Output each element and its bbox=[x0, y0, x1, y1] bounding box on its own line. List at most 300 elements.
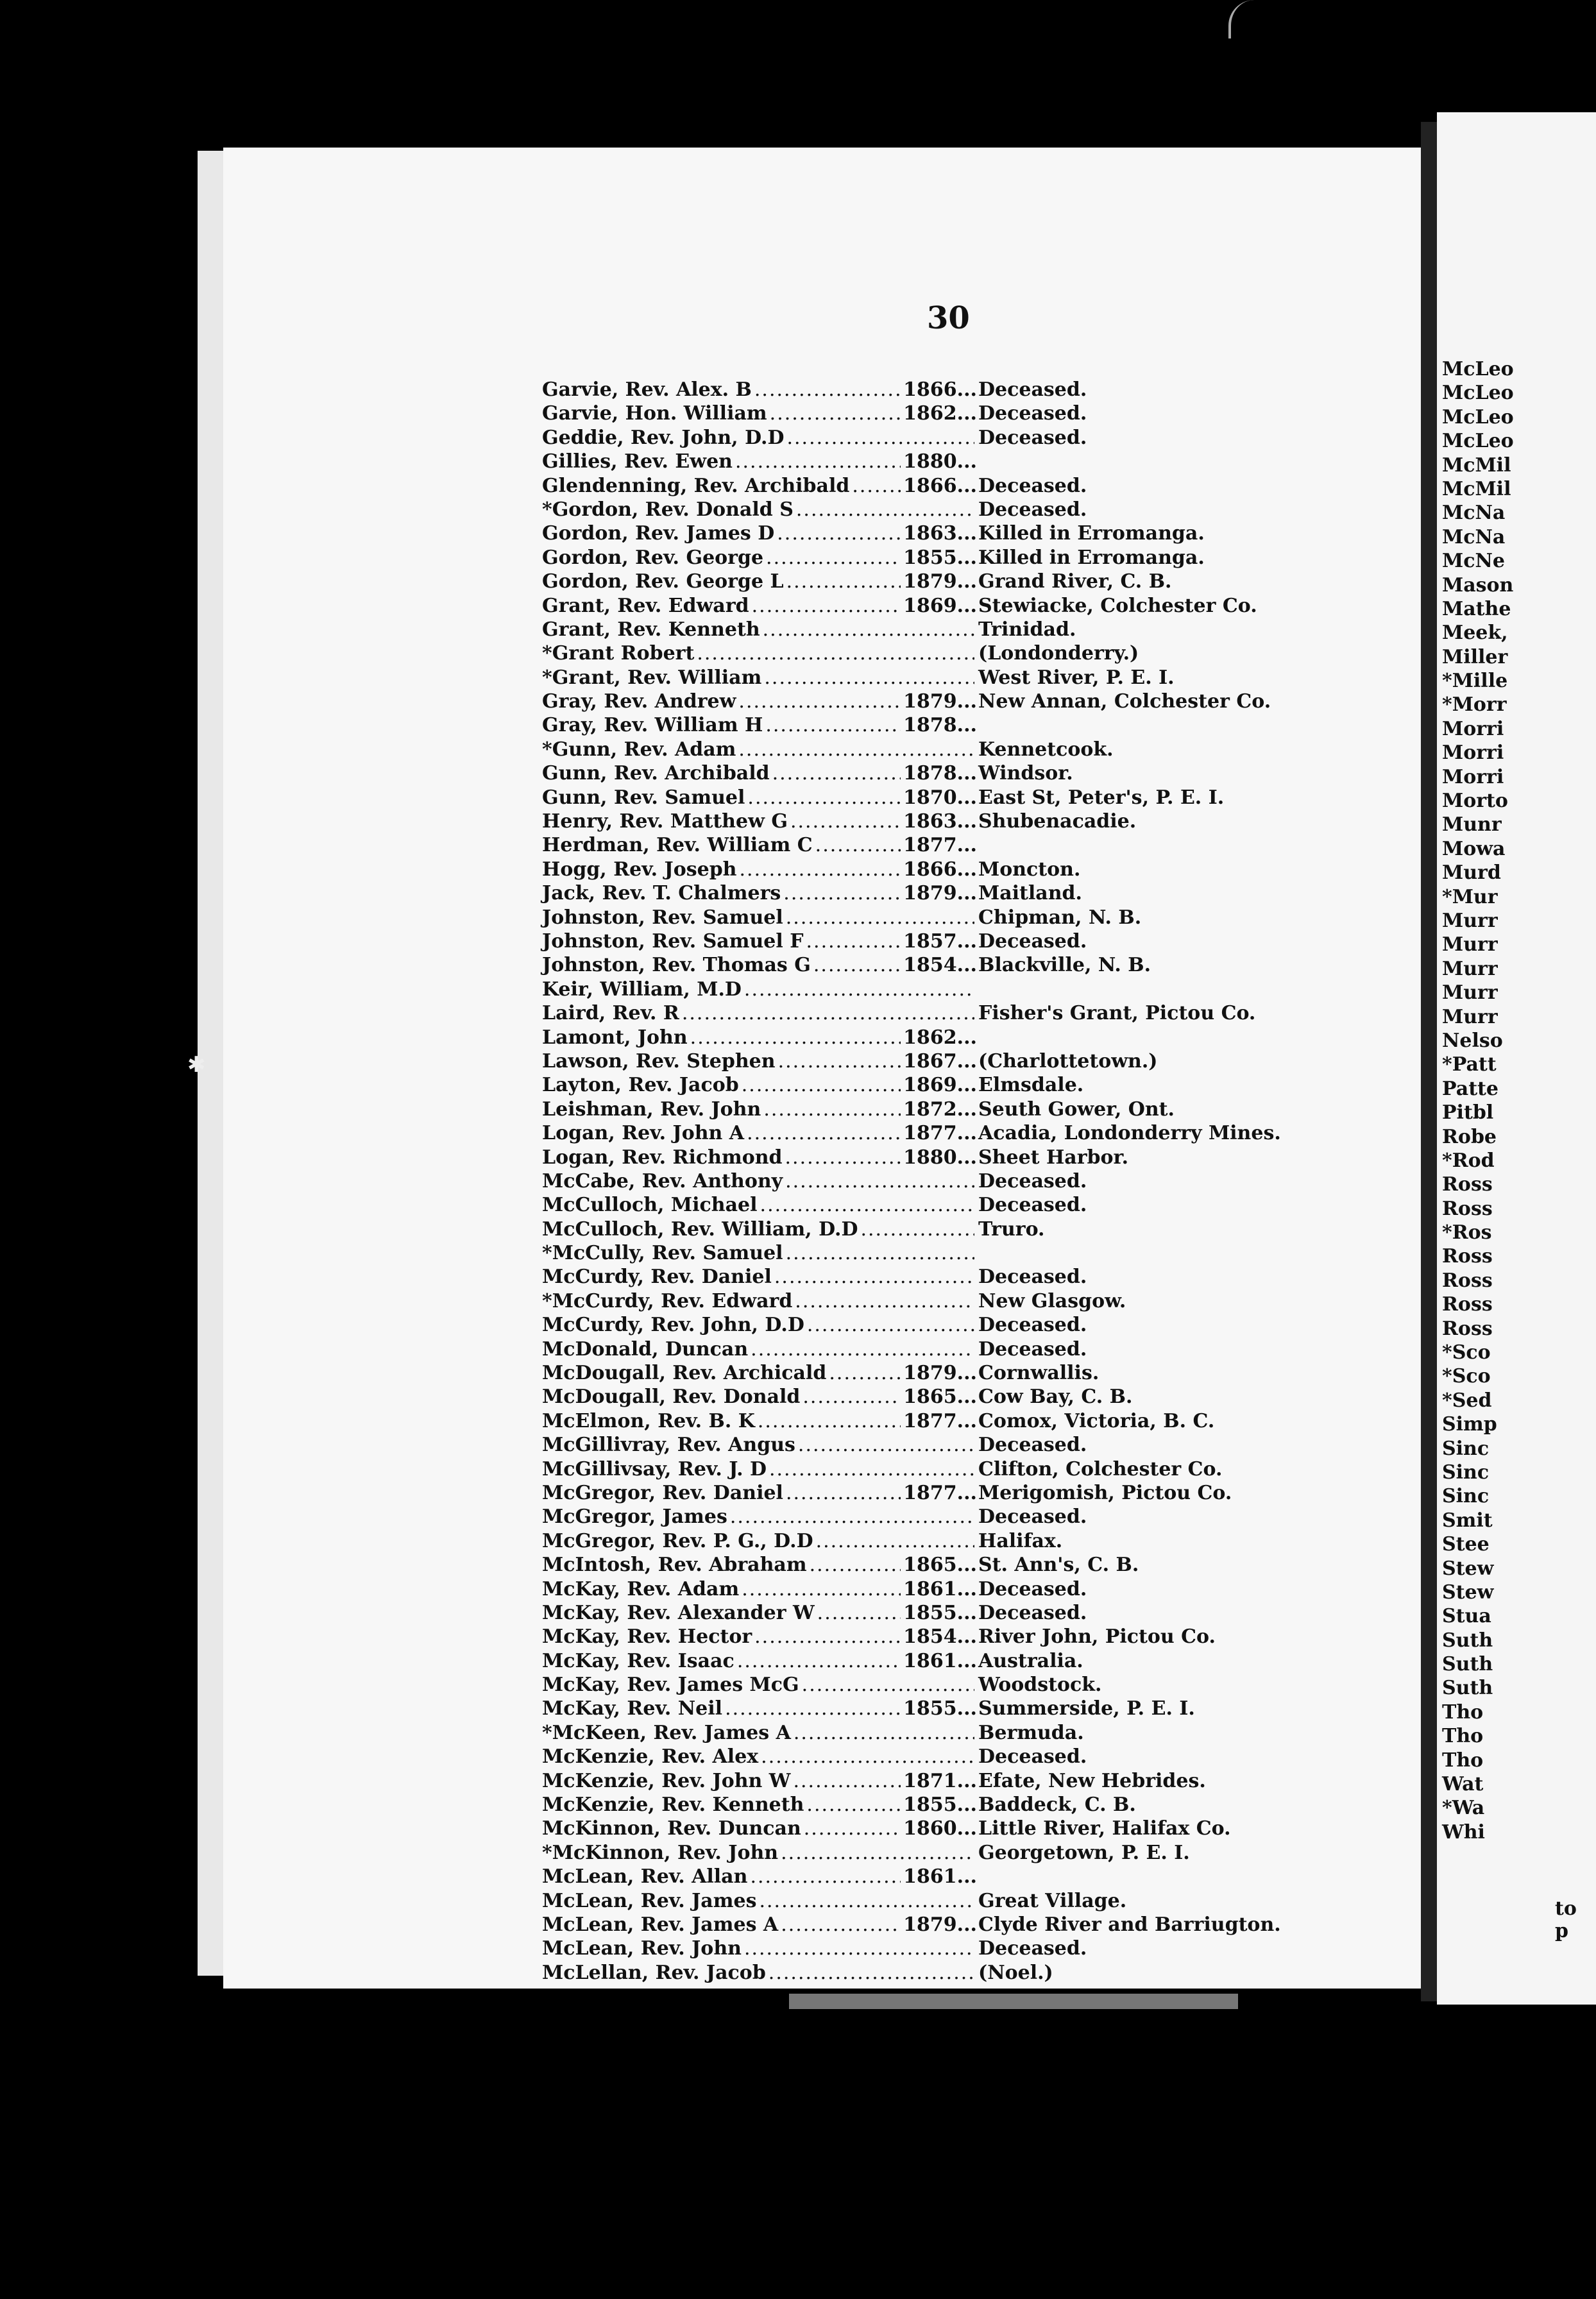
dot-leader bbox=[786, 570, 901, 593]
entry-name: Gordon, Rev. George L bbox=[542, 570, 784, 593]
entry-name: McCurdy, Rev. John, D.D bbox=[542, 1314, 804, 1337]
entry-status-place: Elmsdale. bbox=[978, 1074, 1084, 1097]
dot-leader bbox=[763, 1098, 901, 1121]
register-entry-row bbox=[542, 1242, 1350, 1266]
dot-leader bbox=[786, 427, 974, 449]
register-entry-row bbox=[542, 1554, 1350, 1577]
right-page-stub: *Ros bbox=[1442, 1221, 1492, 1244]
dot-leader bbox=[761, 1745, 974, 1768]
entry-name: Johnston, Rev. Samuel bbox=[542, 906, 783, 929]
right-page-stub: Patte bbox=[1442, 1077, 1498, 1100]
register-entry-row bbox=[542, 1722, 1350, 1745]
entry-status-place: West River, P. E. I. bbox=[978, 666, 1175, 689]
right-page-stub: Stua bbox=[1442, 1605, 1491, 1628]
register-entry-row bbox=[542, 882, 1350, 906]
register-entry-row bbox=[542, 1098, 1350, 1122]
right-page-stub: Murd bbox=[1442, 861, 1501, 885]
dot-leader bbox=[742, 1074, 901, 1096]
entry-status-place: Seuth Gower, Ont. bbox=[978, 1098, 1175, 1121]
register-entry-row bbox=[542, 522, 1350, 546]
entry-name: McGillivsay, Rev. J. D bbox=[542, 1457, 767, 1480]
entry-name: Lamont, John bbox=[542, 1026, 688, 1049]
entry-year: 1866... bbox=[903, 378, 977, 401]
entry-status-place: Deceased. bbox=[978, 378, 1087, 401]
entry-name: McCulloch, Rev. William, D.D bbox=[542, 1217, 858, 1241]
right-page-stub: Morri bbox=[1442, 742, 1504, 765]
right-page-stub: Suth bbox=[1442, 1653, 1493, 1676]
dot-leader bbox=[754, 1625, 901, 1648]
right-page-stub: Suth bbox=[1442, 1629, 1493, 1652]
entry-name: Garvie, Hon. William bbox=[542, 402, 767, 425]
right-page-stub: *Sed bbox=[1442, 1389, 1492, 1412]
register-entry-row bbox=[542, 690, 1350, 714]
entry-year: 1860... bbox=[903, 1817, 977, 1840]
entry-status-place: Deceased. bbox=[978, 1434, 1087, 1457]
dot-leader bbox=[786, 1482, 901, 1504]
register-entry-row bbox=[542, 1890, 1350, 1913]
dot-leader bbox=[697, 642, 974, 665]
right-page-stub: *Sco bbox=[1442, 1341, 1491, 1364]
entry-name: McDonald, Duncan bbox=[542, 1337, 749, 1361]
entry-name: *Grant, Rev. William bbox=[542, 666, 762, 689]
register-entry-row bbox=[542, 595, 1350, 618]
dot-leader bbox=[750, 1865, 901, 1888]
entry-year: 1879... bbox=[903, 882, 977, 905]
right-page-name-stubs bbox=[1437, 358, 1514, 1845]
right-page-stub: *Wa bbox=[1442, 1797, 1485, 1820]
dot-leader bbox=[815, 834, 901, 856]
entry-year: 1878... bbox=[903, 762, 977, 785]
entry-name: Johnston, Rev. Samuel F bbox=[542, 929, 804, 953]
dot-leader bbox=[760, 1194, 974, 1216]
register-entry-row bbox=[542, 1913, 1350, 1937]
right-page-stub: *Mille bbox=[1442, 670, 1508, 693]
entry-name: Gray, Rev. Andrew bbox=[542, 690, 736, 713]
dot-leader bbox=[735, 450, 901, 473]
register-entry-row bbox=[542, 450, 1350, 474]
entry-status-place: Deceased. bbox=[978, 1577, 1087, 1600]
entry-year: 1866... bbox=[903, 858, 977, 881]
register-entry-row bbox=[542, 1817, 1350, 1841]
dot-leader bbox=[790, 810, 901, 833]
register-entry-row bbox=[542, 498, 1350, 522]
dot-leader bbox=[802, 1386, 901, 1408]
right-page-stub: Mason bbox=[1442, 573, 1514, 597]
entry-status-place: Merigomish, Pictou Co. bbox=[978, 1481, 1232, 1504]
entry-year: 1863... bbox=[903, 810, 977, 833]
entry-year: 1872... bbox=[903, 1098, 977, 1121]
entry-name: McKenzie, Rev. Kenneth bbox=[542, 1794, 804, 1817]
entry-name: McLean, Rev. James A bbox=[542, 1913, 779, 1936]
dot-leader bbox=[806, 1794, 901, 1816]
register-entry-row bbox=[542, 1146, 1350, 1170]
dot-leader bbox=[785, 1146, 901, 1169]
dot-leader bbox=[810, 1554, 901, 1576]
entry-year: 1877... bbox=[903, 834, 977, 857]
entry-status-place: River John, Pictou Co. bbox=[978, 1625, 1216, 1649]
entry-year: 1861... bbox=[903, 1649, 977, 1672]
entry-status-place: New Annan, Colchester Co. bbox=[978, 690, 1271, 713]
register-entry-row bbox=[542, 427, 1350, 450]
entry-status-place: Cow Bay, C. B. bbox=[978, 1386, 1133, 1409]
entry-name: McKay, Rev. Neil bbox=[542, 1697, 723, 1720]
entry-year: 1878... bbox=[903, 714, 977, 737]
entry-name: *Gunn, Rev. Adam bbox=[542, 738, 736, 761]
entry-name: Layton, Rev. Jacob bbox=[542, 1074, 739, 1097]
register-entry-row bbox=[542, 1386, 1350, 1409]
right-page-stub: Pitbl bbox=[1442, 1101, 1494, 1124]
dot-leader bbox=[740, 858, 901, 881]
entry-name: Johnston, Rev. Thomas G bbox=[542, 954, 811, 977]
entry-year: 1870... bbox=[903, 786, 977, 809]
register-entry-row bbox=[542, 1625, 1350, 1649]
entry-name: Garvie, Rev. Alex. B bbox=[542, 378, 752, 401]
right-page-stub: Tho bbox=[1442, 1725, 1484, 1748]
entry-name: Glendenning, Rev. Archibald bbox=[542, 474, 850, 497]
right-page-stub: *Patt bbox=[1442, 1053, 1497, 1076]
register-entry-row bbox=[542, 906, 1350, 930]
entry-status-place: Deceased. bbox=[978, 474, 1087, 497]
entry-status-place: (Noel.) bbox=[978, 1961, 1053, 1984]
right-page-stub: Morto bbox=[1442, 790, 1508, 813]
dot-leader bbox=[758, 1410, 901, 1432]
entry-status-place: Deceased. bbox=[978, 1506, 1087, 1529]
dot-leader bbox=[804, 1817, 901, 1840]
entry-status-place: East St, Peter's, P. E. I. bbox=[978, 786, 1225, 809]
entry-year: 1877... bbox=[903, 1481, 977, 1504]
entry-year: 1871... bbox=[903, 1769, 977, 1792]
entry-status-place: Australia. bbox=[978, 1649, 1083, 1672]
dot-leader bbox=[793, 1770, 901, 1792]
entry-name: McKay, Rev. James McG bbox=[542, 1674, 799, 1697]
dot-leader bbox=[747, 1122, 901, 1144]
entry-status-place: Great Village. bbox=[978, 1889, 1127, 1912]
register-entry-row bbox=[542, 1290, 1350, 1314]
right-page-stub: Stew bbox=[1442, 1557, 1494, 1580]
register-entry-row bbox=[542, 1458, 1350, 1482]
right-page-stub: McNe bbox=[1442, 550, 1505, 573]
register-entry-row bbox=[542, 1962, 1350, 1985]
right-page-stub: Murr bbox=[1442, 933, 1498, 956]
entry-name: Herdman, Rev. William C bbox=[542, 834, 813, 857]
dot-leader bbox=[817, 1602, 901, 1624]
right-page-stub: *Morr bbox=[1442, 693, 1507, 717]
right-page-stub: Simp bbox=[1442, 1413, 1497, 1436]
entry-year: 1865... bbox=[903, 1554, 977, 1577]
dot-leader bbox=[752, 595, 901, 617]
right-page-stub: Murr bbox=[1442, 1005, 1498, 1028]
right-page-stub: Tho bbox=[1442, 1749, 1484, 1772]
dot-leader bbox=[737, 1650, 901, 1672]
entry-name: Gunn, Rev. Archibald bbox=[542, 762, 770, 785]
right-page-stub: Mowa bbox=[1442, 837, 1506, 860]
page-bottom-shadow bbox=[789, 1994, 1238, 2009]
entry-status-place: Clyde River and Barriugton. bbox=[978, 1913, 1281, 1936]
dot-leader bbox=[764, 666, 974, 689]
entry-status-place: Deceased. bbox=[978, 929, 1087, 953]
register-entry-row bbox=[542, 547, 1350, 570]
register-entry-row bbox=[542, 858, 1350, 882]
entry-status-place: Windsor. bbox=[978, 762, 1073, 785]
book-gutter bbox=[1421, 122, 1437, 2001]
right-page-stub: McMil bbox=[1442, 454, 1511, 477]
dot-leader bbox=[763, 618, 974, 641]
entry-name: McLean, Rev. Allan bbox=[542, 1865, 748, 1888]
dot-leader bbox=[738, 738, 974, 761]
register-entry-row bbox=[542, 1338, 1350, 1362]
dot-leader bbox=[690, 1026, 901, 1049]
right-page-stub: McMil bbox=[1442, 477, 1511, 500]
dot-leader bbox=[751, 1338, 974, 1361]
dot-leader bbox=[747, 786, 901, 809]
entry-name: McKenzie, Rev. John W bbox=[542, 1769, 791, 1792]
register-entry-row bbox=[542, 762, 1350, 786]
register-entry-row bbox=[542, 1794, 1350, 1817]
register-entry-row bbox=[542, 1266, 1350, 1289]
right-page-stub: *Rod bbox=[1442, 1149, 1495, 1172]
entry-name: Grant, Rev. Edward bbox=[542, 594, 749, 617]
entry-status-place: Grand River, C. B. bbox=[978, 570, 1172, 593]
register-entry-row bbox=[542, 1170, 1350, 1194]
entry-name: *McCurdy, Rev. Edward bbox=[542, 1289, 793, 1312]
entry-status-place: Georgetown, P. E. I. bbox=[978, 1841, 1190, 1864]
dot-leader bbox=[802, 1674, 974, 1696]
register-entry-row bbox=[542, 1602, 1350, 1625]
entry-status-place: Shubenacadie. bbox=[978, 810, 1137, 833]
entry-status-place: Stewiacke, Colchester Co. bbox=[978, 594, 1257, 617]
dot-leader bbox=[806, 930, 901, 953]
register-entry-row bbox=[542, 1865, 1350, 1889]
entry-status-place: Moncton. bbox=[978, 858, 1081, 881]
entry-name: McLean, Rev. James bbox=[542, 1889, 757, 1912]
register-entry-row bbox=[542, 642, 1350, 666]
entry-status-place: (Londonderry.) bbox=[978, 642, 1139, 665]
entry-status-place: Fisher's Grant, Pictou Co. bbox=[978, 1002, 1256, 1025]
entry-status-place: Trinidad. bbox=[978, 618, 1076, 641]
entry-status-place: Killed in Erromanga. bbox=[978, 522, 1205, 545]
entry-name: Jack, Rev. T. Chalmers bbox=[542, 882, 781, 905]
entry-year: 1861... bbox=[903, 1577, 977, 1600]
dot-leader bbox=[781, 1913, 901, 1936]
register-entry-row bbox=[542, 1074, 1350, 1098]
dot-leader bbox=[768, 1962, 974, 1984]
right-page-stub: Stee bbox=[1442, 1533, 1490, 1556]
entry-name: McGregor, Rev. P. G., D.D bbox=[542, 1529, 813, 1552]
entry-status-place: Comox, Victoria, B. C. bbox=[978, 1409, 1215, 1432]
right-page-stub: Morri bbox=[1442, 765, 1504, 788]
entry-name: Logan, Rev. John A bbox=[542, 1122, 745, 1145]
right-page-stub: McLeo bbox=[1442, 430, 1514, 453]
register-entry-row bbox=[542, 618, 1350, 642]
entry-year: 1879... bbox=[903, 1362, 977, 1385]
entry-status-place: St. Ann's, C. B. bbox=[978, 1554, 1139, 1577]
entry-name: Geddie, Rev. John, D.D bbox=[542, 426, 785, 449]
entry-name: McKay, Rev. Adam bbox=[542, 1577, 740, 1600]
entry-year: 1877... bbox=[903, 1122, 977, 1145]
entry-year: 1880... bbox=[903, 1146, 977, 1169]
right-page-stub: Mathe bbox=[1442, 597, 1511, 620]
right-page-stub: *Mur bbox=[1442, 885, 1498, 908]
register-entry-row bbox=[542, 1578, 1350, 1602]
register-entry-row bbox=[542, 1194, 1350, 1217]
entry-name: Leishman, Rev. John bbox=[542, 1098, 761, 1121]
right-page-stub: Meek, bbox=[1442, 622, 1508, 645]
entry-name: McKinnon, Rev. Duncan bbox=[542, 1817, 801, 1840]
right-page-footer-text: to p bbox=[1555, 1897, 1577, 1942]
entry-name: Gillies, Rev. Ewen bbox=[542, 450, 733, 473]
dot-leader bbox=[770, 402, 901, 425]
right-page-stub: Munr bbox=[1442, 813, 1502, 836]
right-page-stub: Tho bbox=[1442, 1701, 1484, 1724]
dot-leader bbox=[769, 1458, 974, 1480]
entry-year: 1866... bbox=[903, 474, 977, 497]
register-entry-row bbox=[542, 1314, 1350, 1337]
register-entry-row bbox=[542, 1434, 1350, 1457]
right-page-stub: Wat bbox=[1442, 1773, 1484, 1796]
dot-leader bbox=[796, 498, 974, 521]
entry-name: McCurdy, Rev. Daniel bbox=[542, 1266, 772, 1289]
scan-smudge-mark: ✱ bbox=[187, 1052, 206, 1078]
entry-year: 1862... bbox=[903, 1026, 977, 1049]
right-page-stub: Whi bbox=[1442, 1820, 1485, 1844]
entry-name: McCulloch, Michael bbox=[542, 1194, 758, 1217]
entry-name: McCabe, Rev. Anthony bbox=[542, 1169, 783, 1192]
register-entry-row bbox=[542, 1410, 1350, 1434]
register-entry-row bbox=[542, 930, 1350, 954]
entry-status-place: New Glasgow. bbox=[978, 1289, 1126, 1312]
right-page-stub: Miller bbox=[1442, 645, 1508, 668]
right-page-stub: Morri bbox=[1442, 717, 1504, 740]
dot-leader bbox=[852, 475, 901, 497]
entry-name: McKay, Rev. Hector bbox=[542, 1625, 752, 1649]
dot-leader bbox=[772, 762, 901, 785]
register-entry-row bbox=[542, 786, 1350, 810]
entry-status-place: Deceased. bbox=[978, 1266, 1087, 1289]
entry-year: 1855... bbox=[903, 1697, 977, 1720]
entry-name: McGregor, James bbox=[542, 1506, 727, 1529]
entry-status-place: Kennetcook. bbox=[978, 738, 1114, 761]
right-page-stub: Robe bbox=[1442, 1125, 1497, 1148]
dot-leader bbox=[738, 690, 901, 713]
entry-name: Gordon, Rev. George bbox=[542, 546, 764, 569]
entry-year: 1879... bbox=[903, 1913, 977, 1936]
register-entry-row bbox=[542, 1218, 1350, 1242]
entry-name: *McCully, Rev. Samuel bbox=[542, 1242, 783, 1265]
dot-leader bbox=[816, 1530, 974, 1552]
right-page-stub: Ross bbox=[1442, 1245, 1493, 1268]
entry-name: McKay, Rev. Alexander W bbox=[542, 1601, 815, 1624]
dot-leader bbox=[742, 1578, 901, 1600]
right-page-stub: Ross bbox=[1442, 1269, 1493, 1292]
entry-name: McKay, Rev. Isaac bbox=[542, 1649, 734, 1672]
entry-year: 1880... bbox=[903, 450, 977, 473]
entry-year: 1863... bbox=[903, 522, 977, 545]
entry-year: 1865... bbox=[903, 1386, 977, 1409]
entry-name: Gray, Rev. William H bbox=[542, 714, 763, 737]
entry-name: Keir, William, M.D bbox=[542, 978, 742, 1001]
entry-status-place: Cornwallis. bbox=[978, 1362, 1099, 1385]
right-page-stub: McLeo bbox=[1442, 405, 1514, 428]
entry-year: 1877... bbox=[903, 1409, 977, 1432]
register-entry-row bbox=[542, 834, 1350, 858]
dot-leader bbox=[754, 378, 901, 401]
entry-status-place: Efate, New Hebrides. bbox=[978, 1769, 1206, 1792]
register-entry-row bbox=[542, 1697, 1350, 1721]
dot-leader bbox=[794, 1722, 974, 1744]
entry-status-place: Deceased. bbox=[978, 1337, 1087, 1361]
entry-year: 1879... bbox=[903, 570, 977, 593]
entry-status-place: Chipman, N. B. bbox=[978, 906, 1142, 929]
dot-leader bbox=[744, 978, 974, 1001]
entry-year: 1861... bbox=[903, 1865, 977, 1888]
dot-leader bbox=[765, 714, 901, 736]
dot-leader bbox=[730, 1506, 974, 1528]
dot-leader bbox=[860, 1218, 974, 1241]
entry-status-place: Maitland. bbox=[978, 882, 1082, 905]
right-page-stub: Suth bbox=[1442, 1677, 1493, 1700]
register-entry-row bbox=[542, 1770, 1350, 1794]
entry-year: 1879... bbox=[903, 690, 977, 713]
register-entry-row bbox=[542, 714, 1350, 738]
entry-year: 1869... bbox=[903, 594, 977, 617]
entry-status-place: Little River, Halifax Co. bbox=[978, 1817, 1231, 1840]
entry-name: *McKeen, Rev. James A bbox=[542, 1721, 791, 1744]
dot-leader bbox=[766, 547, 901, 569]
entry-status-place: Deceased. bbox=[978, 1601, 1087, 1624]
right-page-stub: Ross bbox=[1442, 1173, 1493, 1196]
right-page-stub: McNa bbox=[1442, 525, 1506, 548]
right-page-stub: Ross bbox=[1442, 1317, 1493, 1340]
entry-year: 1869... bbox=[903, 1074, 977, 1097]
entry-status-place: Truro. bbox=[978, 1217, 1045, 1241]
right-page-stub: Nelso bbox=[1442, 1029, 1503, 1052]
right-page-stub: Sinc bbox=[1442, 1485, 1490, 1508]
dot-leader bbox=[781, 1842, 974, 1864]
entry-name: Logan, Rev. Richmond bbox=[542, 1146, 783, 1169]
entry-status-place: Blackville, N. B. bbox=[978, 954, 1151, 977]
dot-leader bbox=[725, 1697, 901, 1720]
entry-year: 1855... bbox=[903, 1794, 977, 1817]
register-entry-row bbox=[542, 978, 1350, 1002]
entry-status-place: Bermuda. bbox=[978, 1721, 1084, 1744]
register-entry-row bbox=[542, 378, 1350, 402]
entry-name: Lawson, Rev. Stephen bbox=[542, 1049, 776, 1073]
entry-name: McIntosh, Rev. Abraham bbox=[542, 1554, 807, 1577]
right-page-stub: *Sco bbox=[1442, 1365, 1491, 1388]
dot-leader bbox=[798, 1434, 974, 1456]
page-number: 30 bbox=[927, 300, 970, 336]
register-entry-row bbox=[542, 954, 1350, 978]
entry-name: McGillivray, Rev. Angus bbox=[542, 1434, 795, 1457]
register-entry-row bbox=[542, 738, 1350, 762]
right-page-stub: McNa bbox=[1442, 502, 1506, 525]
dot-leader bbox=[807, 1314, 974, 1336]
register-entry-row bbox=[542, 402, 1350, 426]
entry-year: 1854... bbox=[903, 1625, 977, 1649]
entry-status-place: Killed in Erromanga. bbox=[978, 546, 1205, 569]
right-page-stub: Smit bbox=[1442, 1509, 1493, 1532]
dot-leader bbox=[783, 882, 901, 904]
entry-name: *Gordon, Rev. Donald S bbox=[542, 498, 794, 521]
register-entry-row bbox=[542, 1530, 1350, 1554]
register-entry-row bbox=[542, 1842, 1350, 1865]
entry-name: McLellan, Rev. Jacob bbox=[542, 1961, 766, 1984]
register-entry-row bbox=[542, 475, 1350, 498]
entry-name: McDougall, Rev. Donald bbox=[542, 1386, 801, 1409]
entry-year: 1862... bbox=[903, 402, 977, 425]
entry-year: 1855... bbox=[903, 546, 977, 569]
register-entry-list bbox=[542, 378, 1350, 1985]
